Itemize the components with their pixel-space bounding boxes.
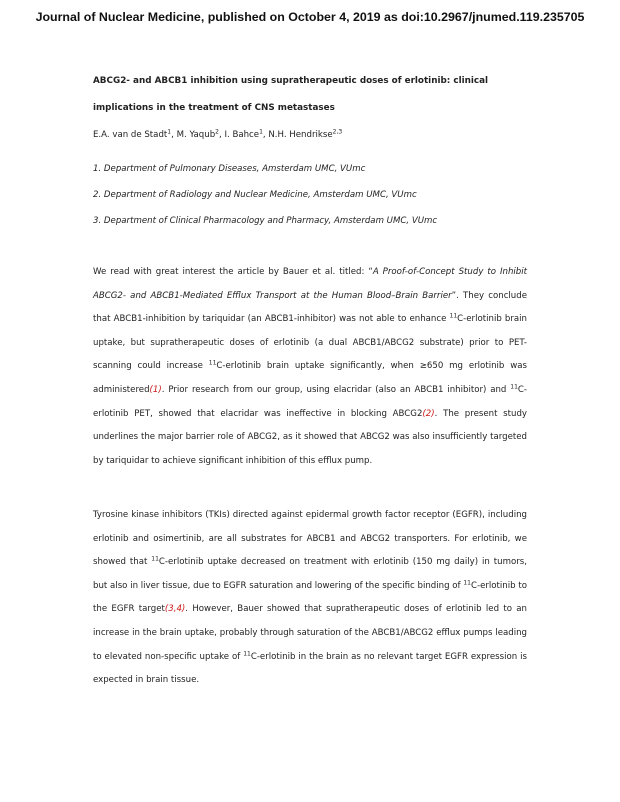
author-name: I. Bahce [224,130,260,140]
text-run: C-erlotinib uptake decreased on treatment with erlotinib (150 mg daily) in tumors, but also in liver tissue, due to EGFR saturation and lowering of the specific binding of [93,557,527,591]
text-run: . Prior research from our group, using elacridar (also an ABCB1 inhibitor) and [161,384,511,395]
journal-banner: Journal of Nuclear Medicine, published on October 4, 2019 as doi:10.2967/jnumed.119.235705 [35,10,585,24]
author-affiliation-mark: 2 [215,128,219,136]
reference-link[interactable]: (3,4) [164,604,186,615]
cited-article-title: A Proof-of-Concept Study to Inhibit ABCG2- and ABCB1-Mediated Efflux Transport at the Human Blood–Brain Barrier [93,267,527,301]
text-run: C-erlotinib PET, showed that elacridar was ineffective in blocking ABCG2 [93,384,527,419]
text-run: C-erlotinib to the EGFR target [93,580,527,615]
paragraph-1 [93,261,527,473]
author-name: N.H. Hendrikse [268,130,333,140]
isotope-superscript: 11 [208,359,217,367]
article-title: ABCG2- and ABCB1 inhibition using supratherapeutic doses of erlotinib: clinical implications in the treatment of CNS metastases [93,76,489,113]
text-run: We read with great interest the article by Bauer et al. titled: “ [93,267,373,277]
affiliation-2: 2. Department of Radiology and Nuclear Medicine, Amsterdam UMC, VUmc [93,190,417,200]
reference-link[interactable]: (2) [422,408,435,419]
text-run: Tyrosine kinase inhibitors (TKIs) directed against epidermal growth factor receptor (EGFR), including erlotinib and osimertinib, are all substrates for ABCB1 and ABCG2 transporters. For erlotinib, we showed that [93,510,527,568]
author-name: E.A. van de Stadt [93,130,168,140]
isotope-superscript: 11 [243,650,251,658]
text-run: C-erlotinib brain uptake significantly, when ≥650 mg erlotinib was administered [93,361,528,395]
author-separator: , [218,130,225,140]
author-separator: , [171,130,177,140]
author-affiliation-mark: 2,3 [332,128,343,136]
text-run: C-erlotinib in the brain as no relevant target EGFR expression is expected in brain tissue. [93,651,527,686]
author-name: M. Yaqub [176,130,216,140]
paragraph-2 [93,504,527,693]
author-separator: , [262,130,269,140]
author-affiliation-mark: 1 [259,128,263,136]
reference-link[interactable]: (1) [149,384,162,395]
text-run: . The present study underlines the major barrier role of ABCG2, as it showed that ABCG2 was also insufficiently targeted by tariquidar to achieve significant inhibition of this efflux pump. [93,408,527,466]
isotope-superscript: 11 [463,579,471,587]
text-run: C-erlotinib brain uptake, but supratherapeutic doses of erlotinib (a dual ABCB1/ABCG2 substrate) prior to PET-scanning could increase [93,314,528,372]
text-run: . However, Bauer showed that supratherapeutic doses of erlotinib led to an increase in the brain uptake, probably through saturation of the ABCB1/ABCG2 efflux pumps leading to elevated non-specific uptake of [93,604,528,662]
affiliation-3: 3. Department of Clinical Pharmacology and Pharmacy, Amsterdam UMC, VUmc [93,216,438,226]
author-affiliation-mark: 1 [167,128,172,136]
text-run: ”. They conclude that ABCB1-inhibition by tariquidar (an ABCB1-inhibitor) was not able to enhance [93,290,527,325]
isotope-superscript: 11 [151,555,159,563]
isotope-superscript: 11 [510,383,518,391]
isotope-superscript: 11 [449,312,458,320]
author-list [93,127,527,143]
affiliation-1: 1. Department of Pulmonary Diseases, Amsterdam UMC, VUmc [93,164,366,174]
